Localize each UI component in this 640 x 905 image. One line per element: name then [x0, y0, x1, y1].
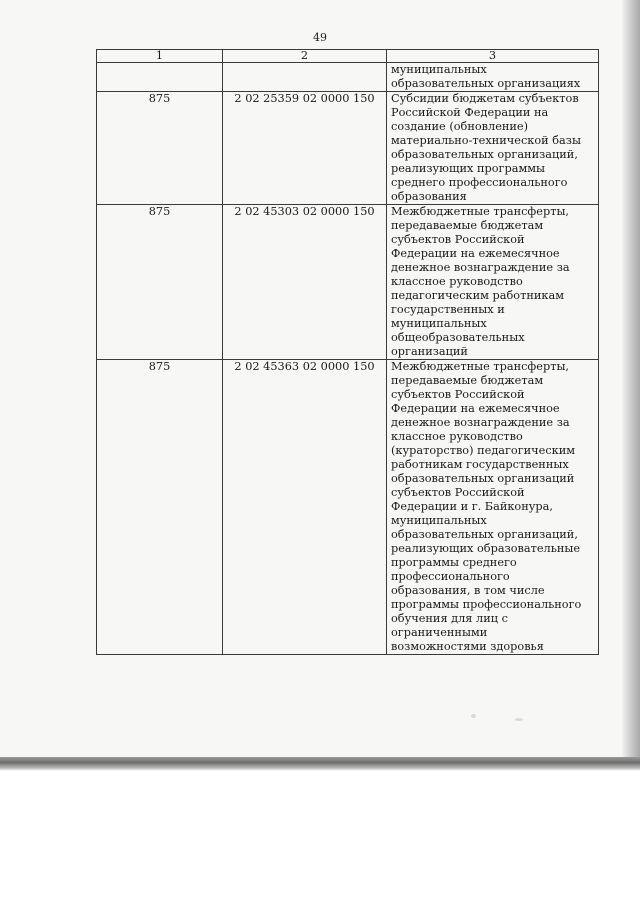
- description-line: общеобразовательных: [391, 331, 525, 344]
- table-row: [97, 205, 599, 360]
- description-cell: [387, 360, 599, 655]
- description-cell: [387, 205, 599, 360]
- scan-speck: [515, 718, 523, 721]
- description-line: программы профессионального: [391, 598, 582, 611]
- description-line: (кураторство) педагогическим: [391, 444, 576, 457]
- description-line: создание (обновление): [391, 120, 529, 133]
- description-line: субъектов Российской: [391, 388, 525, 401]
- description-line: обучения для лиц с: [391, 612, 508, 625]
- description-line: субъектов Российской: [391, 486, 525, 499]
- budget-code-table: [96, 49, 599, 655]
- description-line: муниципальных: [391, 514, 487, 527]
- description-line: Межбюджетные трансферты,: [391, 205, 570, 218]
- scan-speck: [471, 714, 476, 718]
- description-cell: [387, 92, 599, 205]
- description-line: реализующих образовательные: [391, 542, 581, 555]
- description-line: среднего профессионального: [391, 176, 568, 189]
- description-line: реализующих программы: [391, 162, 546, 175]
- description-line: Федерации на ежемесячное: [391, 247, 560, 260]
- admin-code-cell: 875: [97, 205, 223, 360]
- description-line: образовательных организаций,: [391, 148, 578, 161]
- description-line: муниципальных: [391, 317, 487, 330]
- description-line: государственных и: [391, 303, 505, 316]
- description-line: передаваемые бюджетам: [391, 219, 544, 232]
- description-line: организаций: [391, 345, 468, 358]
- description-line: материально-технической базы: [391, 134, 581, 147]
- description-line: Российской Федерации на: [391, 106, 549, 119]
- table-row: [97, 360, 599, 655]
- admin-code-cell: 875: [97, 360, 223, 655]
- description-cell: [387, 63, 599, 92]
- description-line: субъектов Российской: [391, 233, 525, 246]
- description-line: образовательных организаций,: [391, 528, 578, 541]
- budget-code-cell: 2 02 45303 02 0000 150: [223, 205, 387, 360]
- budget-code-cell: 2 02 45363 02 0000 150: [223, 360, 387, 655]
- table-header-row: [97, 50, 599, 63]
- description-line: педагогическим работникам: [391, 289, 564, 302]
- table-row: [97, 63, 599, 92]
- description-line: муниципальных: [391, 63, 487, 76]
- budget-code-cell: [223, 63, 387, 92]
- description-line: денежное вознаграждение за: [391, 416, 570, 429]
- description-line: Федерации и г. Байконура,: [391, 500, 553, 513]
- column-header: 1: [97, 50, 223, 63]
- description-line: передаваемые бюджетам: [391, 374, 544, 387]
- description-line: денежное вознаграждение за: [391, 261, 570, 274]
- description-line: Федерации на ежемесячное: [391, 402, 560, 415]
- description-line: ограниченными: [391, 626, 488, 639]
- description-line: классное руководство: [391, 275, 523, 288]
- description-line: классное руководство: [391, 430, 523, 443]
- description-line: работникам государственных: [391, 458, 569, 471]
- description-line: образовательных организациях: [391, 77, 581, 90]
- scan-edge-shadow: [622, 0, 640, 771]
- description-line: образования: [391, 190, 467, 203]
- description-line: образования, в том числе: [391, 584, 545, 597]
- description-line: возможностями здоровья: [391, 640, 544, 653]
- description-line: образовательных организаций: [391, 472, 575, 485]
- admin-code-cell: [97, 63, 223, 92]
- column-header: 2: [223, 50, 387, 63]
- budget-code-cell: 2 02 25359 02 0000 150: [223, 92, 387, 205]
- page-number: 49: [313, 31, 327, 44]
- description-line: программы среднего: [391, 556, 517, 569]
- table-row: [97, 92, 599, 205]
- scan-bottom-edge: [0, 757, 640, 771]
- column-header: 3: [387, 50, 599, 63]
- admin-code-cell: 875: [97, 92, 223, 205]
- description-line: Субсидии бюджетам субъектов: [391, 92, 579, 105]
- description-line: Межбюджетные трансферты,: [391, 360, 570, 373]
- description-line: профессионального: [391, 570, 510, 583]
